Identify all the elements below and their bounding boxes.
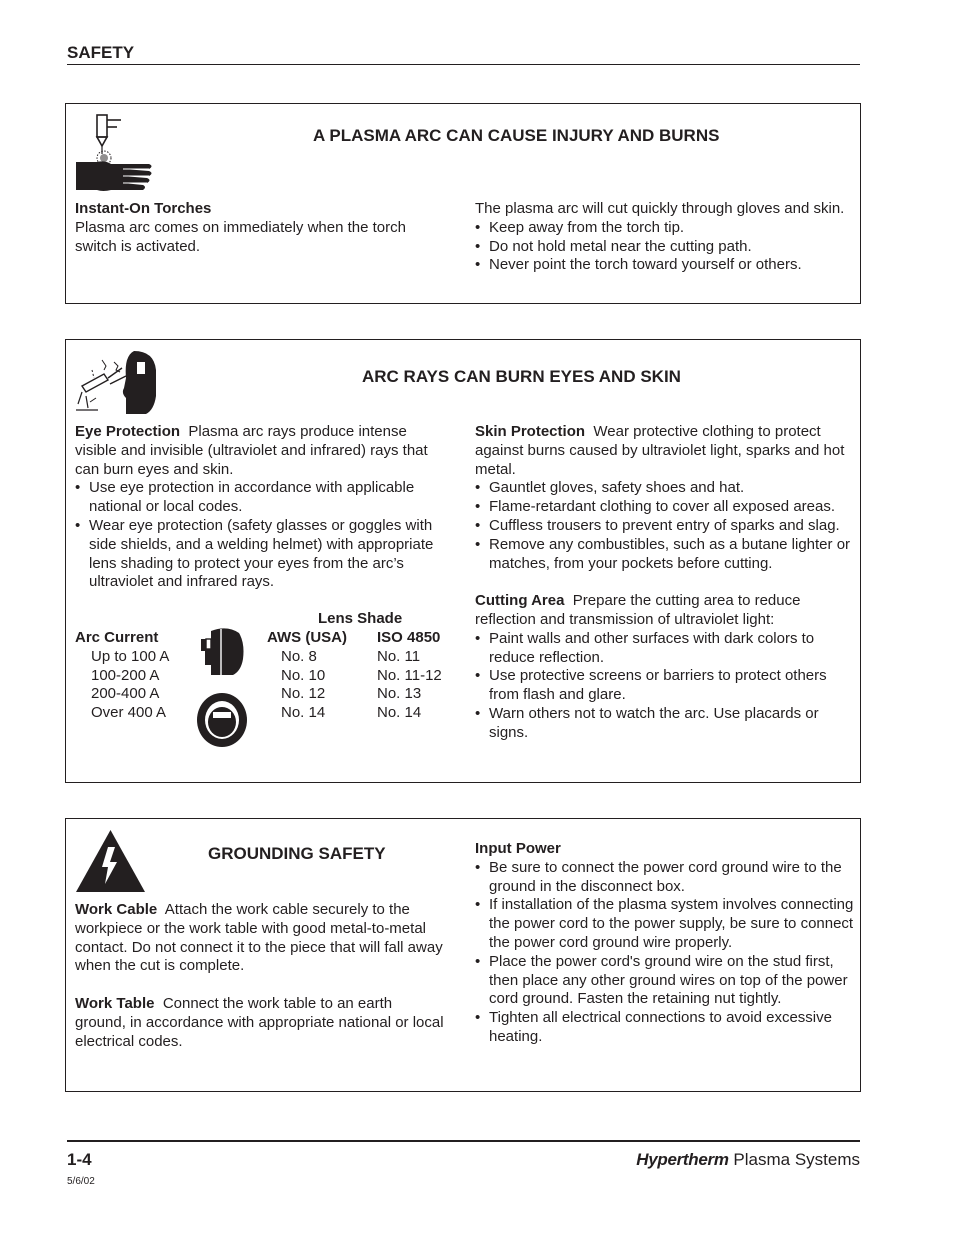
footer-brand (636, 1150, 860, 1170)
list-item: • If installation of the plasma system involves connecting the power cord to the power supply, be sure to connect the power cord ground wire properly. (475, 896, 857, 952)
skin-protection-heading: Skin Protection (475, 423, 586, 440)
arc-rays-title: ARC RAYS CAN BURN EYES AND SKIN (362, 367, 681, 386)
list-item: • Gauntlet gloves, safety shoes and hat. (475, 479, 857, 498)
work-cable-heading: Work Cable (75, 901, 158, 918)
instant-on-body: Plasma arc comes on immediately when the torch switch is activated. (75, 218, 406, 255)
list-item: • Remove any combustibles, such as a butane lighter or matches, from your pockets before cutting. (475, 536, 857, 574)
table-cell: No. 11 (377, 647, 421, 665)
input-power-heading: Input Power (475, 840, 561, 857)
table-cell: No. 12 (281, 685, 326, 703)
plasma-arc-warning-box (65, 103, 861, 304)
skin-and-cutting-section (475, 423, 857, 743)
footer-rule (67, 1140, 860, 1142)
table-cell: No. 11-12 (377, 666, 442, 684)
header-rule (67, 64, 860, 65)
work-table-heading: Work Table (75, 994, 155, 1012)
electrical-hazard-icon (75, 829, 146, 893)
page-number: 1-4 (67, 1150, 92, 1169)
work-cable-table-section (75, 901, 445, 1051)
list-item: • Be sure to connect the power cord ground wire to the ground in the disconnect box. (475, 859, 857, 897)
eye-protection-section (75, 423, 451, 592)
table-cell: Over 400 A (91, 704, 167, 722)
list-item: • Cuffless trousers to prevent entry of sparks and slag. (475, 517, 857, 536)
table-cell: No. 14 (377, 704, 422, 722)
skin-protection-intro: Wear protective clothing to protect against burns caused by ultraviolet light, sparks and hot metal. (475, 423, 845, 478)
list-item: • Tighten all electrical connections to avoid excessive heating. (475, 1009, 857, 1047)
plasma-arc-intro: The plasma arc will cut quickly through gloves and skin. (475, 200, 845, 217)
grounding-safety-box (65, 818, 861, 1092)
table-cell: 200-400 A (91, 685, 160, 703)
list-item: • Paint walls and other surfaces with dark colors to reduce reflection. (475, 630, 857, 668)
table-cell: Up to 100 A (91, 647, 170, 665)
work-cable-body: Attach the work cable securely to the workpiece or the work table with good metal-to-metal contact. Do not connect it to the piece that will fall away when the cut is complete. (75, 901, 443, 975)
lens-shade-header: Lens Shade (318, 610, 403, 627)
revision-date: 5/6/02 (67, 1176, 95, 1187)
aws-header: AWS (USA) (267, 629, 347, 646)
list-item: • Do not hold metal near the cutting path. (475, 238, 855, 257)
aws-column (267, 629, 347, 723)
list-item: • Warn others not to watch the arc. Use placards or signs. (475, 705, 857, 743)
list-item: • Use protective screens or barriers to protect others from flash and glare. (475, 667, 857, 705)
cutting-area-intro: Prepare the cutting area to reduce reflection and transmission of ultraviolet light: (475, 592, 801, 628)
eye-protection-intro: Plasma arc rays produce intense visible and invisible (ultraviolet and infrared) rays that can burn eyes and skin. (75, 423, 428, 478)
list-item: • Use eye protection in accordance with applicable national or local codes. (75, 479, 451, 517)
section-title: SAFETY (67, 43, 135, 62)
instant-on-heading: Instant-On Torches (75, 200, 212, 217)
table-cell: No. 10 (281, 666, 326, 684)
table-cell: No. 14 (281, 704, 326, 722)
iso-header: ISO 4850 (377, 629, 441, 646)
plasma-arc-cautions (475, 200, 855, 275)
brand-logo-text: Hypertherm (636, 1150, 729, 1169)
list-item: • Flame-retardant clothing to cover all exposed areas. (475, 498, 857, 517)
list-item: • Keep away from the torch tip. (475, 219, 855, 238)
torch-hand-burn-icon (75, 112, 157, 196)
table-cell: 100-200 A (91, 666, 160, 684)
plasma-arc-title: A PLASMA ARC CAN CAUSE INJURY AND BURNS (313, 126, 720, 145)
helmet-front-icon (196, 692, 248, 748)
input-power-section (475, 840, 857, 1047)
iso-column (377, 629, 442, 723)
list-item: • Never point the torch toward yourself or others. (475, 256, 855, 275)
instant-on-section (75, 200, 435, 256)
welder-helmet-arc-icon (74, 348, 164, 418)
product-line: Plasma Systems (733, 1150, 860, 1169)
table-cell: No. 8 (281, 647, 317, 665)
arc-current-column (75, 629, 169, 723)
work-table-body: Connect the work table to an earth ground, in accordance with appropriate national or local electrical codes. (75, 994, 444, 1050)
list-item: • Wear eye protection (safety glasses or goggles with side shields, and a welding helmet) with appropriate lens shading to protect your eyes from the arc’s ultraviolet and infrared rays. (75, 517, 451, 592)
arc-current-header: Arc Current (75, 629, 159, 646)
arc-rays-warning-box (65, 339, 861, 783)
cutting-area-heading: Cutting Area (475, 592, 565, 610)
list-item: • Place the power cord's ground wire on the stud first, then place any other ground wires on top of the power cord ground. Fasten the retaining nut tightly. (475, 953, 857, 1009)
table-cell: No. 13 (377, 685, 422, 703)
helmet-side-icon (197, 625, 247, 679)
grounding-safety-title: GROUNDING SAFETY (208, 844, 386, 863)
eye-protection-heading: Eye Protection (75, 423, 181, 440)
